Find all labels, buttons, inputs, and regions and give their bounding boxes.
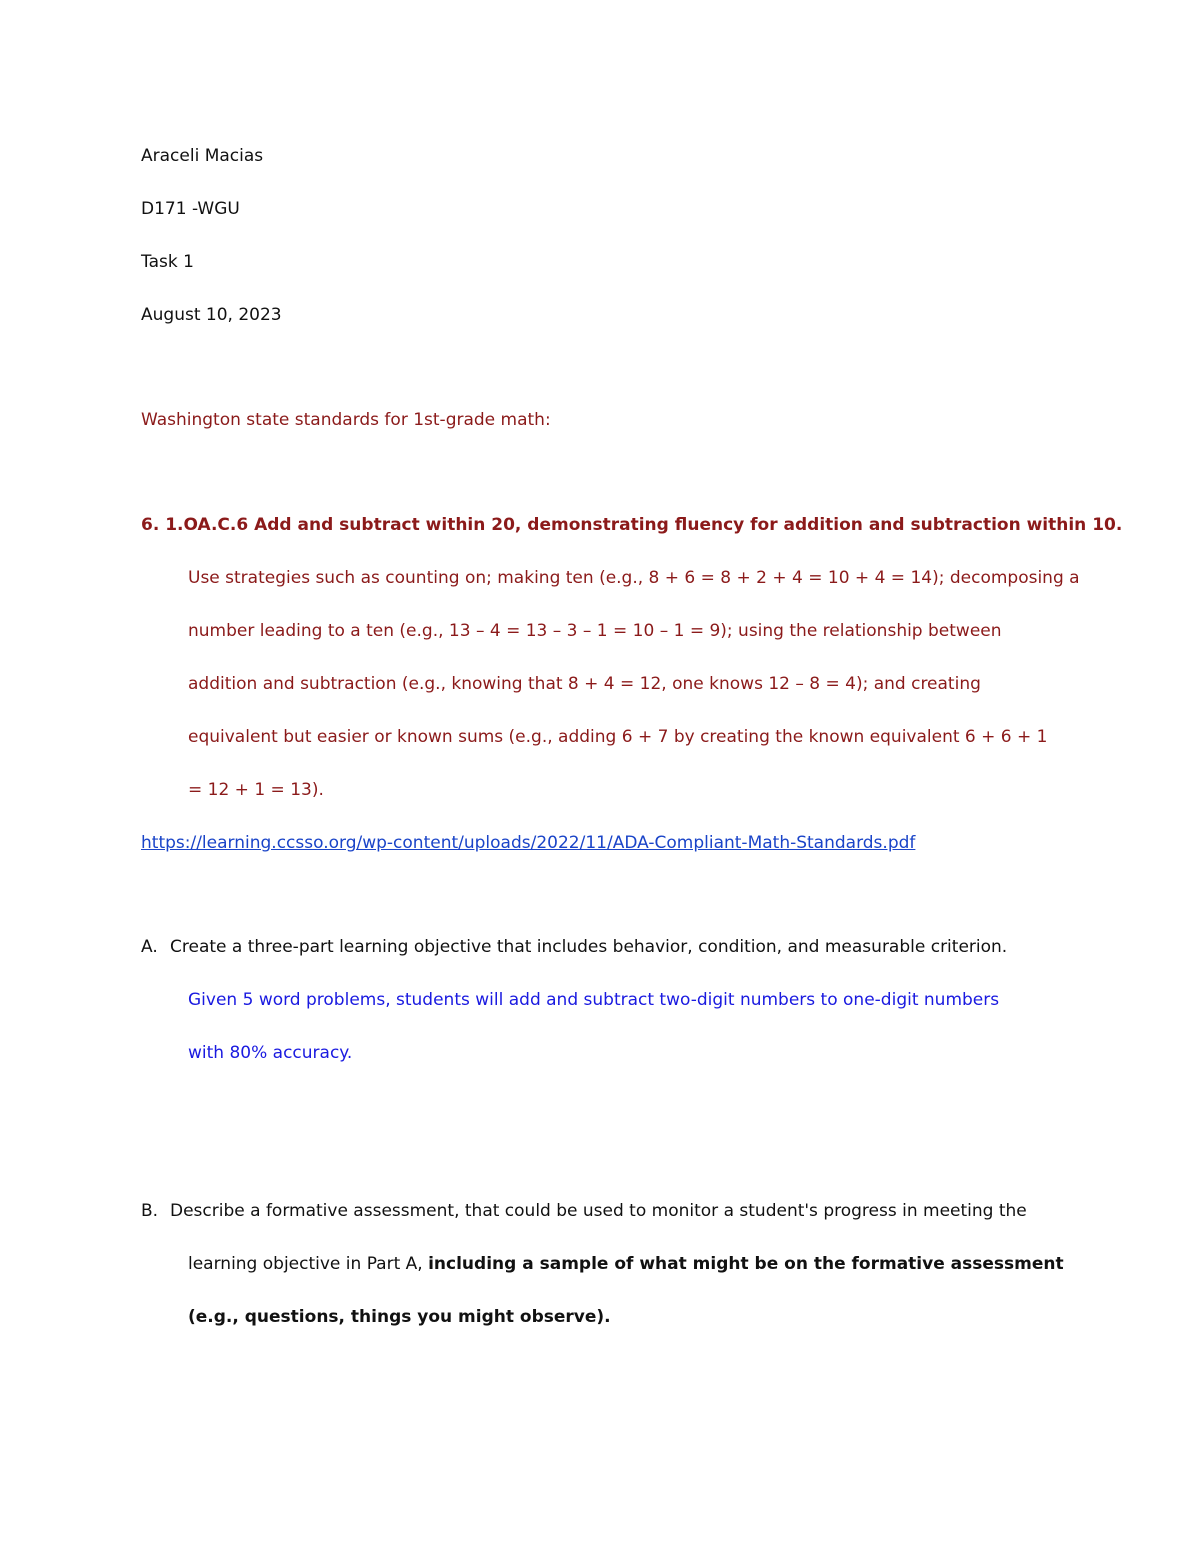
section-a-marker: A. <box>141 937 158 957</box>
section-b-prompt-bold: including a sample of what might be on the formative assessment <box>428 1254 1064 1274</box>
section-a-answer-line: Given 5 word problems, students will add and subtract two-digit numbers to one-digit numbers <box>188 990 1000 1010</box>
standard-line: 6. 1.OA.C.6 Add and subtract within 20, demonstrating fluency for addition and subtraction within 10. <box>141 515 1123 535</box>
section-b-prompt-line: Describe a formative assessment, that could be used to monitor a student's progress in meeting the <box>170 1201 1027 1221</box>
standard-line: equivalent but easier or known sums (e.g., adding 6 + 7 by creating the known equivalent 6 + 6 + 1 <box>188 727 1048 747</box>
section-b-prompt-plain: learning objective in Part A, <box>188 1254 429 1274</box>
standards-heading: Washington state standards for 1st-grade math: <box>141 410 551 430</box>
section-b-prompt-line: (e.g., questions, things you might observe). <box>188 1307 611 1327</box>
date-label: August 10, 2023 <box>141 305 282 325</box>
section-b-marker: B. <box>141 1201 159 1221</box>
author-name: Araceli Macias <box>141 146 264 166</box>
task-label: Task 1 <box>141 252 194 272</box>
section-a-prompt: Create a three-part learning objective that includes behavior, condition, and measurable criterion. <box>170 937 1008 957</box>
section-b-prompt-line <box>188 1253 1064 1275</box>
section-a-answer-line: with 80% accuracy. <box>188 1043 353 1063</box>
standards-source-link[interactable]: https://learning.ccsso.org/wp-content/uploads/2022/11/ADA-Compliant-Math-Standards.pdf <box>141 833 916 853</box>
standard-line: Use strategies such as counting on; making ten (e.g., 8 + 6 = 8 + 2 + 4 = 10 + 4 = 14); decomposing a <box>188 568 1080 588</box>
standard-line: addition and subtraction (e.g., knowing that 8 + 4 = 12, one knows 12 – 8 = 4); and creating <box>188 674 981 694</box>
standard-line: = 12 + 1 = 13). <box>188 780 324 800</box>
course-code: D171 -WGU <box>141 199 240 219</box>
standard-line: number leading to a ten (e.g., 13 – 4 = 13 – 3 – 1 = 10 – 1 = 9); using the relationship between <box>188 621 1002 641</box>
